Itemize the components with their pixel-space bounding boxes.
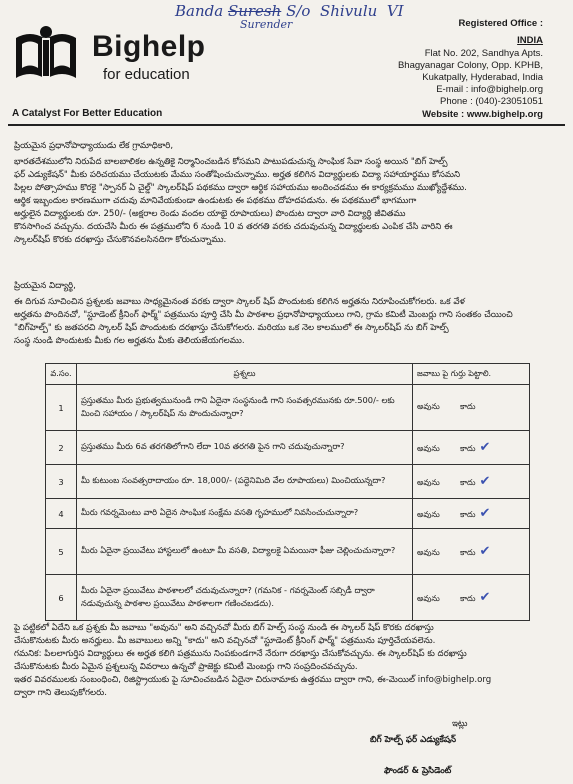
office-address-2: Bhagyanagar Colony, Opp. KPHB,: [397, 60, 543, 71]
instruction-line: చేసుకొనుటకు మీరు అనర్హులు. మీ జవాబులు అన్ని "కాదు" అని వచ్చినచో "స్టూడెంట్ క్రీనింగ్ ఫార్మ్" పత్రమును పూర్తిచేయవలెను.: [14, 636, 436, 646]
checkmark-icon: ✔: [479, 544, 491, 559]
row-answer: [413, 499, 530, 529]
checkmark-icon: ✔: [479, 506, 491, 521]
handwritten-insert: Surender: [240, 18, 293, 31]
answer-yes[interactable]: అవును: [417, 444, 440, 453]
struck-word: Suresh: [227, 2, 282, 20]
table-header-row: [46, 364, 530, 385]
signature-org: బిగ్ హెల్ప్ ఫర్ ఎడ్యుకేషన్: [370, 735, 457, 745]
checkmark-icon: ✔: [479, 474, 491, 489]
office-country: INDIA: [517, 35, 543, 46]
intro-line: స్కాలర్‌షిప్ కొరకు దరఖాస్తు చేసుకొనవలసినదిగా కోరుచున్నాము.: [14, 235, 227, 245]
row-answer: [413, 529, 530, 575]
table-row: [46, 499, 530, 529]
table-row: [46, 431, 530, 465]
row-question: మీరు ఏదైనా ప్రయివేటు పాఠశాలలో చదువుచున్నారా? (గమనిక - గవర్నమెంట్ సబ్సిడీ ద్వారా నడువుచున్న పాఠశాల ప్రయివేటు పాఠశాలగా గణించబడదు).: [77, 575, 413, 621]
answer-no[interactable]: కాదు: [460, 402, 476, 411]
intro-line: కొనసాగించ వచ్చును. దయచేసి మీరు ఈ పత్రములోని 6 నుండి 10 వ తరగతి వరకు చదువుచున్న విద్యార్థులకు ఎంపిక చేసి వారిని ఈ: [14, 222, 453, 232]
column-header-number: వ.సం.: [46, 364, 77, 385]
answer-no[interactable]: కాదు: [460, 444, 476, 453]
table-row: [46, 529, 530, 575]
brand-name: Bighelp: [92, 30, 206, 63]
signature-role: ఫౌండర్ & ప్రెసిడెంట్: [384, 766, 452, 776]
student-line: "బిగ్‌హెల్ప్" కు జతపరచి స్కాలర్ షిప్ పొందుటకు దరఖాస్తు చేసుకోగలరు. మరియు ఒక నెల కాలములో ఈ స్కాలర్‌షిప్ ను బిగ్ హెల్ప్: [14, 323, 449, 333]
office-address-1: Flat No. 202, Sandhya Apts.: [424, 48, 543, 59]
handwritten-rest: S/o Shivulu VI: [281, 2, 404, 20]
answer-yes[interactable]: అవును: [417, 548, 440, 557]
intro-line: ఫర్ ఎడ్యుకేషన్" మీకు పరిచయము చేయుటకు మేము సంతోషించుచున్నాము. అర్హత కలిగిన విద్యార్థులకు విద్యా సహాయార్థము కోసమని: [14, 170, 460, 180]
row-question: మీరు గవర్నమెంటు వారి ఏదైన సాంఘిక సంక్షేమ వసతి గృహములో నివసించుచున్నారా?: [77, 499, 413, 529]
office-address-3: Kukatpally, Hyderabad, India: [422, 72, 543, 83]
intro-line: భారతదేశములోని నిరుపేద బాలబాలికల ఉన్నతికై నిర్మానించబడిన కోసమని పాటుపడుచున్న సాంఘిక సేవా సంస్థ అయిన "బిగ్ హెల్ప్: [14, 157, 448, 167]
answer-no[interactable]: కాదు: [460, 594, 476, 603]
row-question: మీ కుటుంబ సంవత్సరాదాయం రూ. 18,000/- (పద్దెనిమిది వేల రూపాయలు) మించియున్నదా?: [77, 465, 413, 499]
row-number: 3: [46, 465, 77, 499]
answer-yes[interactable]: అవును: [417, 402, 440, 411]
handwritten-first: Banda: [175, 2, 228, 20]
row-answer: [413, 431, 530, 465]
book-person-logo-icon: [12, 24, 80, 88]
eligibility-table: [45, 363, 530, 621]
intro-line: ఆర్థిక ఇబ్బందుల కారణముగా చదువు మానివేయకుండా ఉండుటకు ఈ పథకము దోహదపడును. ఈ పథకములో భాగముగా: [14, 196, 417, 206]
brand-tagline: for education: [103, 66, 190, 83]
row-question: ప్రస్తుతము మీరు ప్రభుత్వమునుండి గాని ఏదైనా సంస్థనుండి గాని సంవత్సరమునకు రూ.500/- లకు మించి సహాయం / స్కాలర్‌షిప్ ను పొందుచున్నారా?: [77, 385, 413, 431]
row-number: 4: [46, 499, 77, 529]
instruction-line: పై పట్టికలో ఏదేని ఒక ప్రశ్నకు మీ జవాబు "అవును" అని వచ్చినచో మీరు బిగ్ హెల్ప్ సంస్థ నుండి ఈ స్కాలర్ షిప్ కొరకు దరఖాస్తు: [14, 623, 434, 633]
table-row: [46, 465, 530, 499]
row-number: 5: [46, 529, 77, 575]
row-answer: [413, 465, 530, 499]
intro-paragraph: [14, 156, 562, 247]
checkmark-icon: ✔: [479, 440, 491, 455]
row-number: 2: [46, 431, 77, 465]
answer-no[interactable]: కాదు: [460, 510, 476, 519]
instruction-line: గమనిక: పిలలాగుర్తిస విద్యార్థులు ఈ అర్హత కలిగి పత్రమును నింపకుండగానే నేరుగా దరఖాస్తు చేసుకోవచ్చును. ఈ స్కాలర్‌షిప్ కు దరఖాస్తు: [14, 649, 467, 659]
row-number: 1: [46, 385, 77, 431]
office-website: Website : www.bighelp.org: [422, 109, 543, 120]
student-line: ఈ దిగువ సూచించిన ప్రశ్నలకు జవాబు సాధ్యమైనంత వరకు ద్వారా స్కాలర్ షిప్ పొందుటకు కలిగిన అర్హతను నిరూపించుకోగలరు. ఒక వేళ: [14, 297, 465, 307]
student-line: సంస్థ నుండి పొందుటకు మీకు గల అర్హతను మీకు తెలియజేయగలము.: [14, 336, 245, 346]
instruction-line: చేసుకొనుటకు మీరు ఏమైన ప్రశ్నలున్న వివరాలు ఉన్నచో ప్రాజెక్టు కమిటీ మెంబర్లు గాని సంప్రదించవచ్చును.: [14, 662, 358, 672]
closing-text: ఇట్లు: [452, 719, 468, 729]
intro-line: పిల్లల పోత్సాహము కొరకై "స్పానర్ ఏ చైల్డ్" స్కాలర్‌షిప్ పథకము ద్వారా ఆర్థిక సహాయము అందించడము ఈ కార్యక్రమము ముఖ్యోద్దేశము.: [14, 183, 467, 193]
column-header-answer: జవాబు పై గుర్తు పెట్టాలి.: [413, 364, 530, 385]
answer-no[interactable]: కాదు: [460, 478, 476, 487]
student-line: అర్హతను పొందినచో, "స్టూడెంట్ క్రీనింగ్ ఫార్మ్" పత్రమును పూర్తి చేసి మీ పాఠశాల ప్రధానోపాధ్యాయులు గాని, గ్రామ కమిటీ మెంబర్లు గాని సంతకం చేయించి: [14, 310, 513, 320]
answer-yes[interactable]: అవును: [417, 594, 440, 603]
checkmark-icon: ✔: [479, 590, 491, 605]
intro-line: అర్హులైన విద్యార్థులకు రూ. 250/- (అక్షరాల రెండు వందల యాభై రూపాయలు) పొందుట ద్వారా వారి విద్యార్థి జీవితము: [14, 209, 406, 219]
salutation: ప్రియమైన ప్రధానోపాధ్యాయుడు లేక గ్రామాధికారి,: [14, 141, 174, 151]
student-paragraph: [14, 296, 562, 348]
row-answer: [413, 575, 530, 621]
brand-slogan: A Catalyst For Better Education: [12, 108, 163, 119]
column-header-question: ప్రశ్నలు: [77, 364, 413, 385]
instructions-paragraph: [14, 622, 562, 700]
row-answer: [413, 385, 530, 431]
row-number: 6: [46, 575, 77, 621]
answer-no[interactable]: కాదు: [460, 548, 476, 557]
row-question: ప్రస్తుతము మీరు 6వ తరగతిలోగాని లేదా 10వ తరగతి పైన గాని చదువుచున్నారా?: [77, 431, 413, 465]
office-title: Registered Office :: [458, 18, 543, 29]
answer-yes[interactable]: అవును: [417, 510, 440, 519]
table-row: [46, 575, 530, 621]
table-row: [46, 385, 530, 431]
header-divider: [8, 124, 565, 126]
office-phone: Phone : (040)-23051051: [440, 96, 543, 107]
instruction-line: ఇతర వివరములకు సంబంధించి, రిజిస్ట్రాయుకు పై సూచించబడిన ఏదైనా చిరునామాకు ఉత్తరము ద్వారా గాని, ఈ-మెయిల్ info@bighelp.org: [14, 675, 492, 685]
instruction-line: ద్వారా గాని తెలుపుకోగలరు.: [14, 688, 107, 698]
row-question: మీరు ఏదైనా ప్రయివేటు హాస్టలులో ఉంటూ మీ వసతి, విద్యాలకై ఏమయినా ఫీజు చెల్లించుచున్నారా?: [77, 529, 413, 575]
answer-yes[interactable]: అవును: [417, 478, 440, 487]
office-email: E-mail : info@bighelp.org: [436, 84, 543, 95]
student-salutation: ప్రియమైన విద్యార్థి,: [14, 281, 76, 291]
